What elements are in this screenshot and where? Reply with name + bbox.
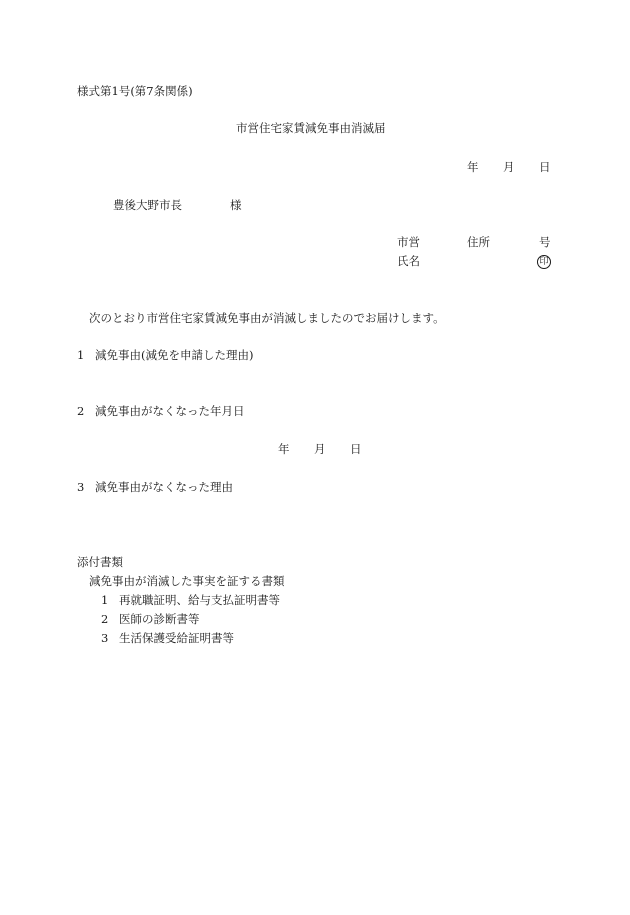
item-2-number: 2 — [77, 404, 85, 418]
attachment-2-text: 医師の診断書等 — [119, 612, 200, 626]
item-2-text: 減免事由がなくなった年月日 — [95, 404, 245, 418]
item-1-number: 1 — [77, 348, 85, 362]
item-3-text: 減免事由がなくなった理由 — [95, 480, 233, 494]
address-label: 住所 — [467, 235, 490, 249]
housing-label: 市営 — [397, 235, 420, 249]
intro-text: 次のとおり市営住宅家賃減免事由が消滅しましたのでお届けします。 — [89, 311, 445, 325]
item-2-year-label: 年 — [278, 442, 290, 456]
item-2-month-label: 月 — [314, 442, 326, 456]
date-year-label: 年 — [467, 160, 479, 174]
addressee-name: 豊後大野市長 — [113, 198, 182, 212]
name-label: 氏名 — [397, 254, 420, 268]
seal-mark: 印 — [537, 255, 551, 269]
attachments-description: 減免事由が消滅した事実を証する書類 — [89, 574, 285, 588]
date-month-label: 月 — [503, 160, 515, 174]
item-1-text: 減免事由(減免を申請した理由) — [95, 348, 254, 362]
addressee-honorific: 様 — [230, 198, 242, 212]
number-label: 号 — [539, 235, 551, 249]
attachment-3-text: 生活保護受給証明書等 — [119, 631, 234, 645]
form-title: 市営住宅家賃減免事由消滅届 — [236, 121, 386, 135]
attachments-heading: 添付書類 — [77, 555, 123, 569]
date-day-label: 日 — [539, 160, 551, 174]
form-number: 様式第1号(第7条関係) — [77, 84, 193, 98]
attachment-1-text: 再就職証明、給与支払証明書等 — [119, 593, 280, 607]
item-2-day-label: 日 — [350, 442, 362, 456]
attachment-2-number: 2 — [101, 612, 109, 626]
attachment-1-number: 1 — [101, 593, 109, 607]
attachment-3-number: 3 — [101, 631, 109, 645]
item-3-number: 3 — [77, 480, 85, 494]
